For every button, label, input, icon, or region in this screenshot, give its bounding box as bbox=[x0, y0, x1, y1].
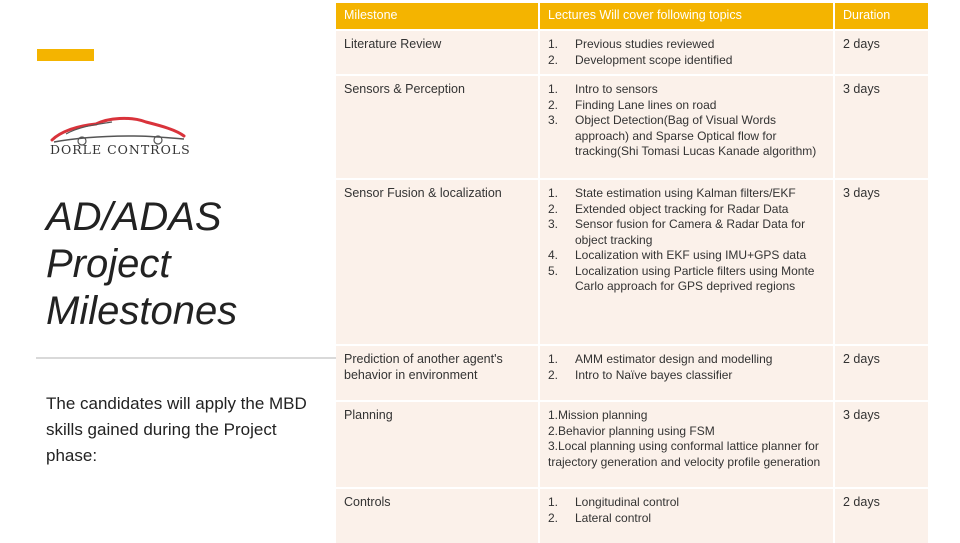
table-row bbox=[336, 401, 928, 488]
duration-cell: 2 days bbox=[834, 345, 928, 401]
topic-item: 3.Local planning using conformal lattice planner for trajectory generation and velocity profile generation bbox=[548, 439, 821, 469]
milestone-cell: Planning bbox=[336, 401, 539, 488]
topic-item: 1. Previous studies reviewed bbox=[548, 37, 715, 51]
topic-item: 3. Sensor fusion for Camera & Radar Data for object tracking bbox=[548, 217, 806, 247]
title-line: Project bbox=[46, 242, 171, 286]
slide-title bbox=[46, 194, 326, 335]
topics-cell bbox=[539, 488, 834, 543]
topic-item: 3. Object Detection(Bag of Visual Words approach) and Sparse Optical flow for tracking(Shi Tomasi Lucas Kanade algorithm) bbox=[548, 113, 817, 158]
table-row bbox=[336, 179, 928, 345]
milestones-table bbox=[336, 3, 928, 543]
topic-item: 2. Lateral control bbox=[548, 510, 652, 525]
topics-cell bbox=[539, 401, 834, 488]
milestone-cell: Controls bbox=[336, 488, 539, 543]
topic-item: 1. Longitudinal control bbox=[548, 495, 680, 509]
topic-item: 2. Development scope identified bbox=[548, 52, 733, 67]
topic-item: 1. Intro to sensors bbox=[548, 82, 658, 96]
topic-item: 5. Localization using Particle filters using Monte Carlo approach for GPS deprived regions bbox=[548, 263, 815, 293]
duration-cell: 2 days bbox=[834, 30, 928, 75]
divider bbox=[36, 357, 336, 359]
table-header-row bbox=[336, 3, 928, 30]
table-row bbox=[336, 75, 928, 179]
topics-cell bbox=[539, 345, 834, 401]
topic-item: 2. Extended object tracking for Radar Data bbox=[548, 201, 789, 216]
logo-text: DORLE CONTROLS bbox=[50, 142, 191, 157]
topic-item: 1. AMM estimator design and modelling bbox=[548, 352, 773, 366]
milestone-cell: Literature Review bbox=[336, 30, 539, 75]
milestone-cell: Sensors & Perception bbox=[336, 75, 539, 179]
duration-cell: 3 days bbox=[834, 179, 928, 345]
topic-item: 4. Localization with EKF using IMU+GPS data bbox=[548, 248, 807, 262]
duration-cell: 2 days bbox=[834, 488, 928, 543]
header-topics: Lectures Will cover following topics bbox=[539, 3, 834, 30]
topics-cell bbox=[539, 75, 834, 179]
header-duration: Duration bbox=[834, 3, 928, 30]
topics-cell bbox=[539, 179, 834, 345]
accent-bar bbox=[37, 49, 94, 61]
topic-item: 1. State estimation using Kalman filters/EKF bbox=[548, 186, 796, 200]
title-line: AD/ADAS bbox=[46, 195, 222, 239]
topic-item: 2. Finding Lane lines on road bbox=[548, 97, 717, 112]
table-row bbox=[336, 30, 928, 75]
intro-text: The candidates will apply the MBD skills gained during the Project phase: bbox=[46, 394, 307, 465]
topics-cell bbox=[539, 30, 834, 75]
milestone-cell: Prediction of another agent's behavior in environment bbox=[336, 345, 539, 401]
header-milestone: Milestone bbox=[336, 3, 539, 30]
milestone-cell: Sensor Fusion & localization bbox=[336, 179, 539, 345]
topic-item: 2. Intro to Naïve bayes classifier bbox=[548, 367, 733, 382]
duration-cell: 3 days bbox=[834, 401, 928, 488]
table-row bbox=[336, 345, 928, 401]
table-row bbox=[336, 488, 928, 543]
topic-item: 1.Mission planning bbox=[548, 408, 648, 422]
duration-cell: 3 days bbox=[834, 75, 928, 179]
title-line: Milestones bbox=[46, 289, 238, 333]
topic-item: 2.Behavior planning using FSM bbox=[548, 423, 715, 438]
